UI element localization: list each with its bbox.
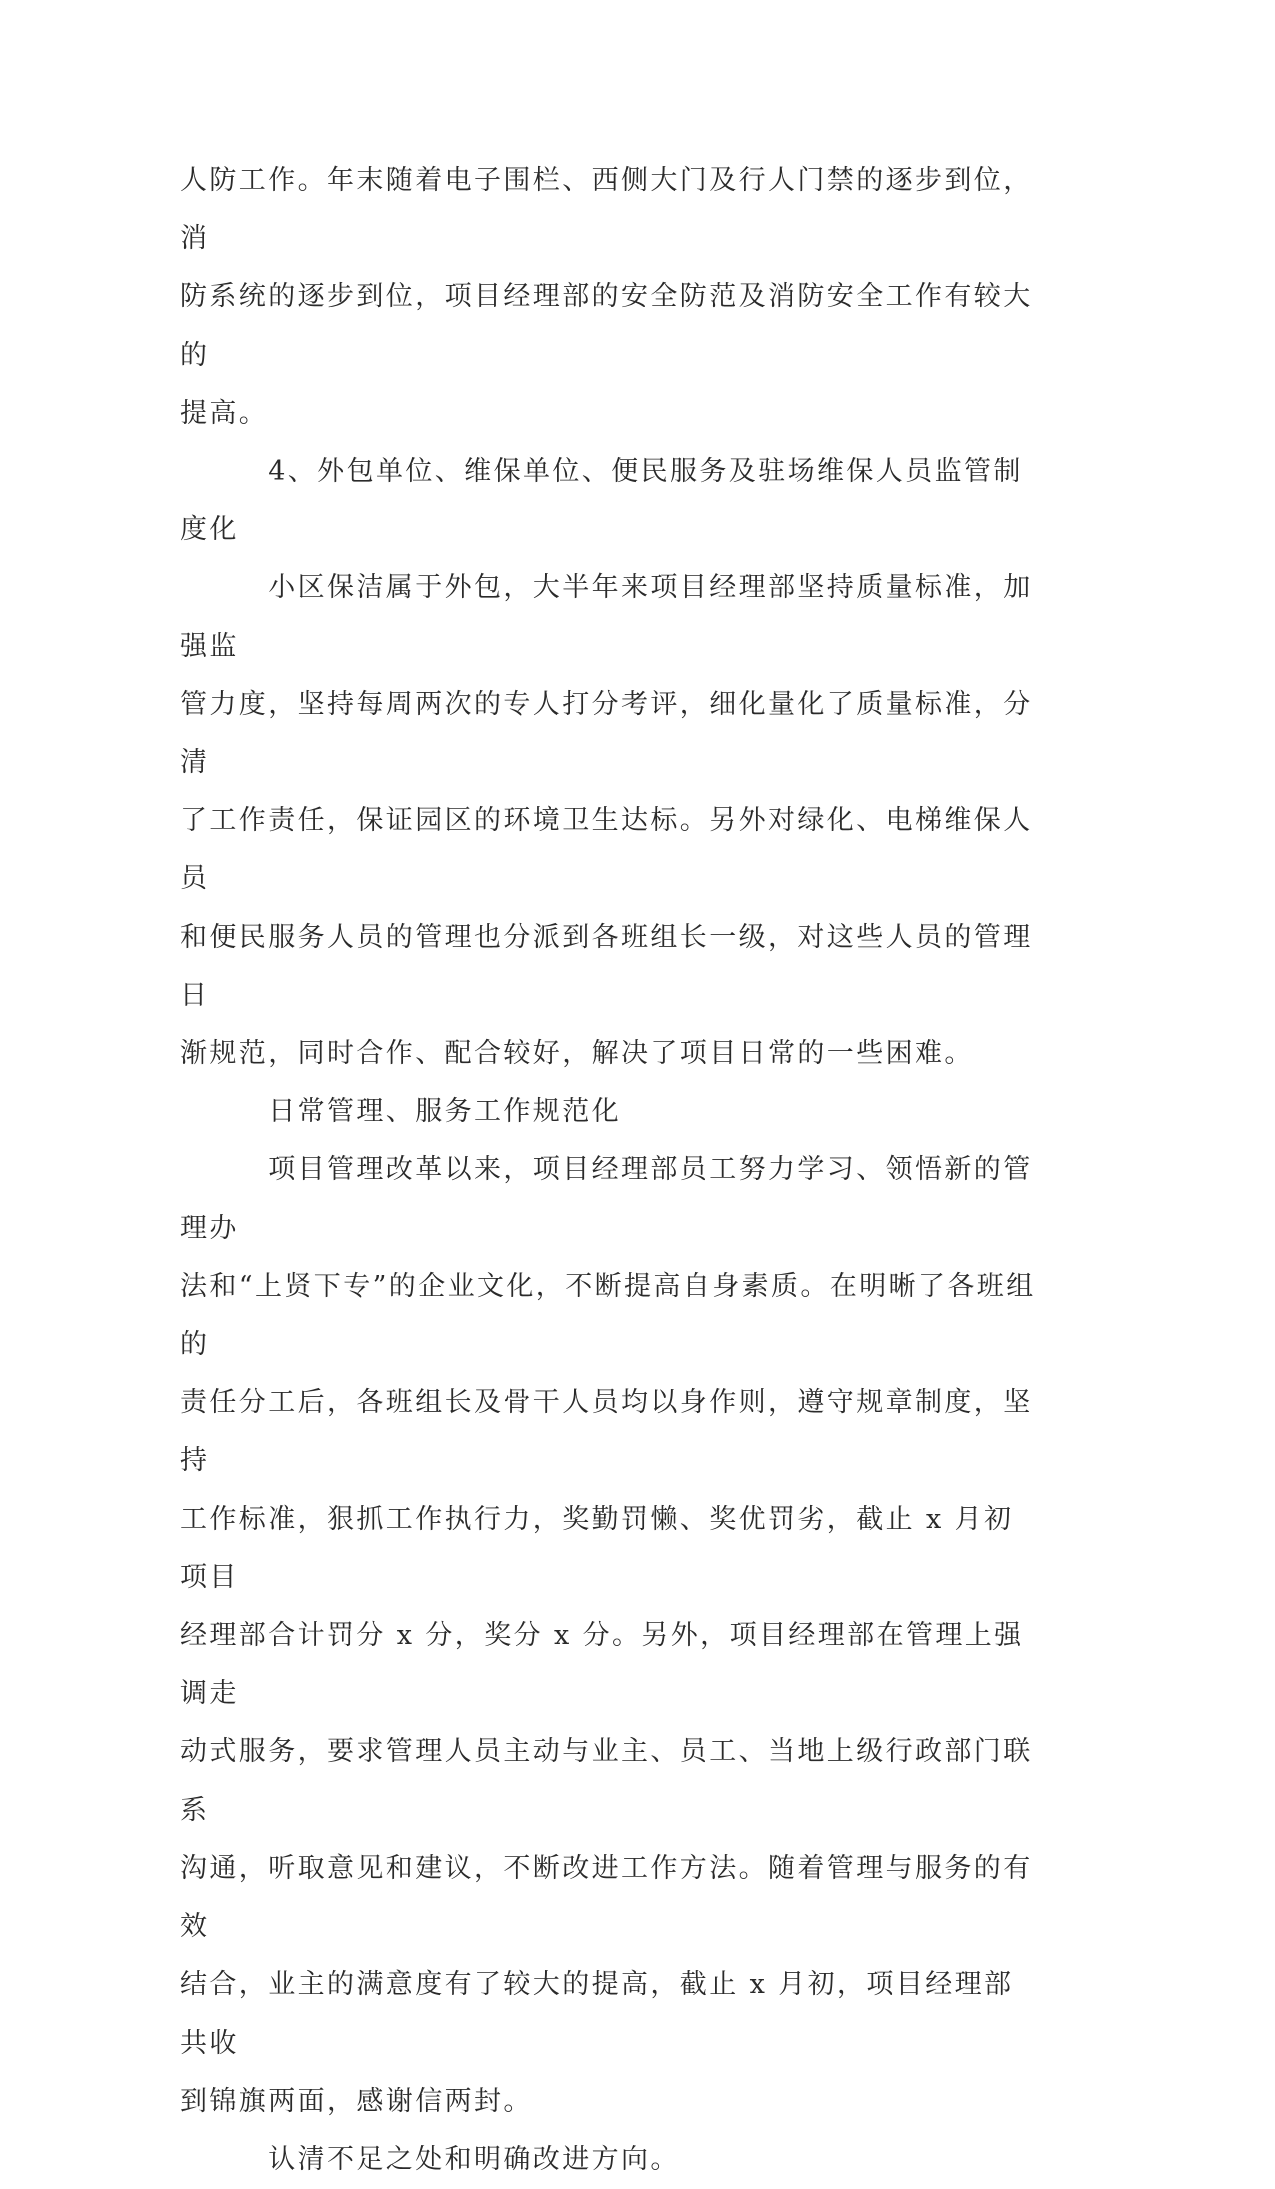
body-line: 项目管理改革以来，项目经理部员工努力学习、领悟新的管理办 (180, 1154, 1033, 1244)
body-line: 结合，业主的满意度有了较大的提高，截止 x 月初，项目经理部共收 (180, 1969, 1014, 2059)
body-line: 提高。 (180, 397, 269, 429)
body-line: 小区保洁属于外包，大半年来项目经理部坚持质量标准，加强监 (180, 572, 1033, 662)
body-line: 了工作责任，保证园区的环境卫生达标。另外对绿化、电梯维保人员 (180, 805, 1033, 895)
body-line: 经理部合计罚分 x 分，奖分 x 分。另外，项目经理部在管理上强调走 (180, 1620, 1024, 1710)
body-line: 动式服务，要求管理人员主动与业主、员工、当地上级行政部门联系 (180, 1736, 1033, 1826)
body-line: 工作标准，狠抓工作执行力，奖勤罚懒、奖优罚劣，截止 x 月初项目 (180, 1503, 1014, 1593)
document-body (180, 152, 1040, 2189)
body-line: 到锦旗两面，感谢信两封。 (180, 2085, 533, 2117)
body-line: 责任分工后，各班组长及骨干人员均以身作则，遵守规章制度，坚持 (180, 1387, 1033, 1477)
section-heading-improvement: 认清不足之处和明确改进方向。 (180, 2143, 680, 2175)
body-line: 和便民服务人员的管理也分派到各班组长一级，对这些人员的管理日 (180, 921, 1033, 1011)
section-heading-daily-management: 日常管理、服务工作规范化 (180, 1096, 621, 1128)
body-line: 法和“上贤下专”的企业文化，不断提高自身素质。在明晰了各班组的 (180, 1270, 1036, 1361)
section-heading-outsourcing: 4、外包单位、维保单位、便民服务及驻场维保人员监管制度化 (180, 456, 1023, 546)
body-line: 渐规范，同时合作、配合较好，解决了项目日常的一些困难。 (180, 1038, 974, 1070)
body-line: 防系统的逐步到位，项目经理部的安全防范及消防安全工作有较大的 (180, 281, 1033, 371)
body-line: 人防工作。年末随着电子围栏、西侧大门及行人门禁的逐步到位，消 (180, 165, 1033, 255)
body-line: 沟通，听取意见和建议，不断改进工作方法。随着管理与服务的有效 (180, 1852, 1033, 1943)
body-line: 管力度，坚持每周两次的专人打分考评，细化量化了质量标准，分清 (180, 688, 1033, 779)
